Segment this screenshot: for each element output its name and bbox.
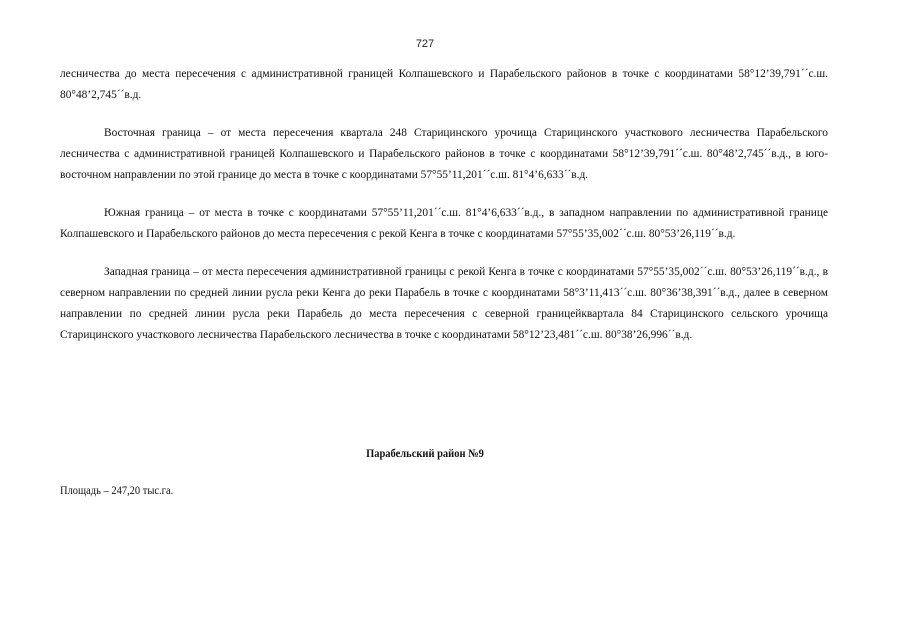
paragraph-southern-border xyxy=(60,203,828,245)
western-border-text: Западная граница – от места пересечения административной границы с рекой Кенга в точке с координатами 57°55’35,002´´с.ш. 80°53’26,119´´в.д., в северном направлении по средней линии русла реки Кенга до реки Парабель в точке с координатами 58°3’11,413´´с.ш. 80°36’38,391´´в.д., далее в северном направлении по средней линии русла реки Парабель до места пересечения с северной границейквартала 84 Старицинского сельского урочища Старицинского участкового лесничества Парабельского лесничества в точке с координатами 58°12’23,481´´с.ш. 80°38’26,996´´в.д. xyxy=(60,266,828,341)
section-title: Парабельский район №9 xyxy=(366,448,484,460)
paragraph-eastern-border xyxy=(60,123,828,186)
paragraph-continuation: лесничества до места пересечения с административной границей Колпашевского и Парабельского районов в точке с координатами 58°12’39,791´´с.ш. 80°48’2,745´´в.д. xyxy=(60,68,828,101)
area-statement: Площадь – 247,20 тыс.га. xyxy=(60,485,174,497)
paragraph-western-border xyxy=(60,262,828,346)
document-body xyxy=(60,64,828,346)
eastern-border-text: Восточная граница – от места пересечения квартала 248 Старицинского урочища Старицинского участкового лесничества Парабельского лесничества с административной границей Колпашевского и Парабельского районов в точке с координатами 58°12’39,791´´с.ш. 80°48’2,745´´в.д., в юго-восточном направлении по этой границе до места в точке с координатами 57°55’11,201´´с.ш. 81°4’6,633´´в.д. xyxy=(60,127,828,181)
page-number: 727 xyxy=(415,38,435,50)
southern-border-text: Южная граница – от места в точке с координатами 57°55’11,201´´с.ш. 81°4’6,633´´в.д., в западном направлении по административной границе Колпашевского и Парабельского районов до места пересечения с рекой Кенга в точке с координатами 57°55’35,002´´с.ш. 80°53’26,119´´в.д. xyxy=(60,207,828,240)
